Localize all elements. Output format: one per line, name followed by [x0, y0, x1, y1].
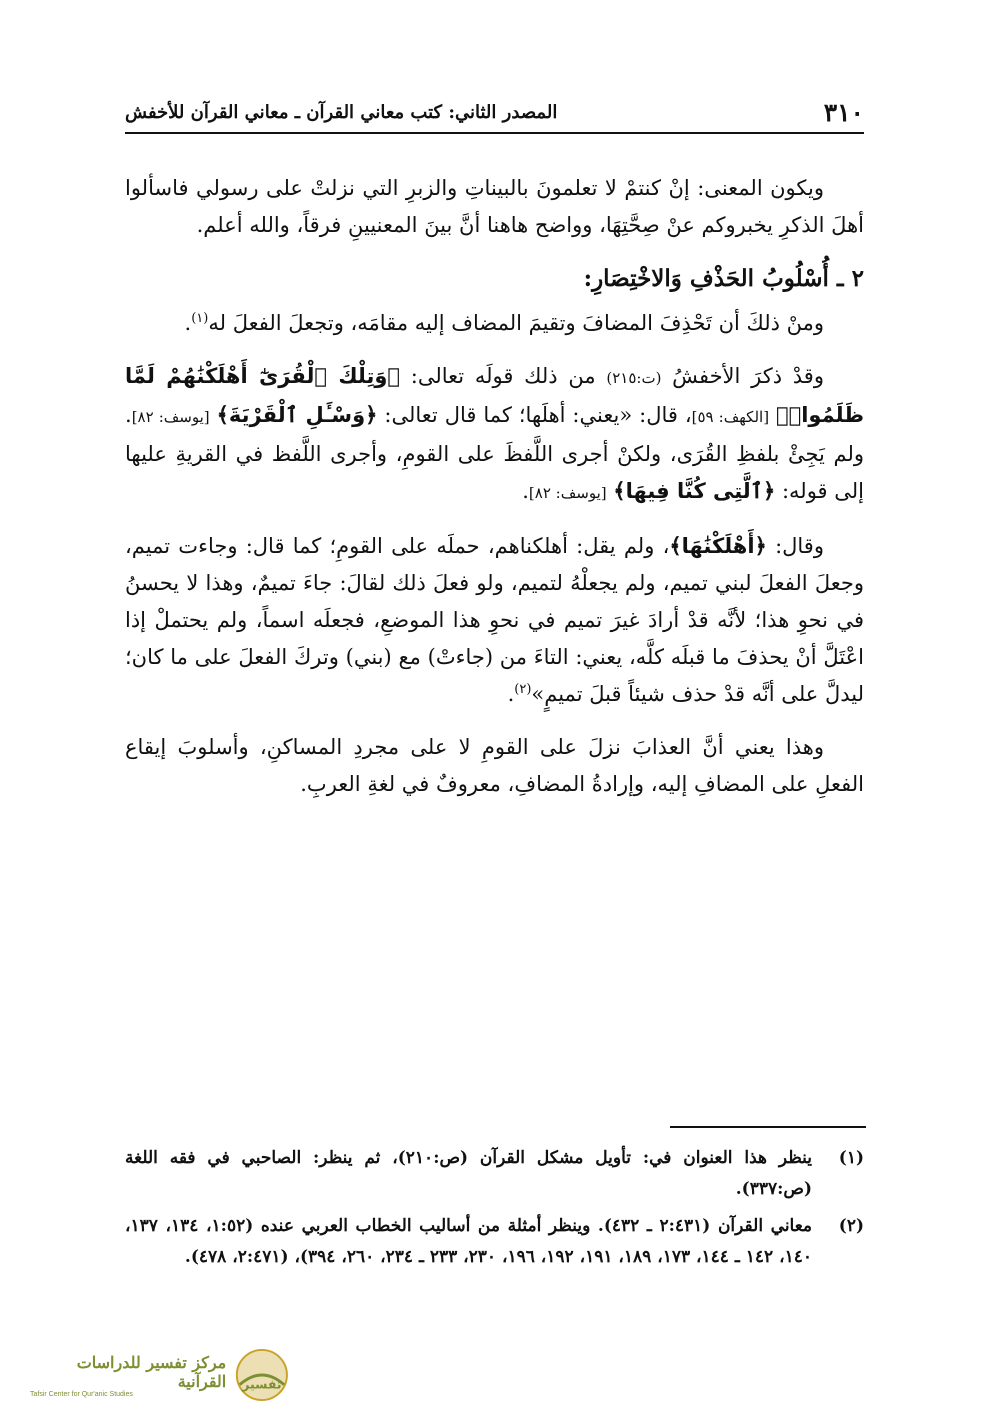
- logo-arabic-name: مركز تفسير للدراسات القرآنية: [76, 1352, 227, 1391]
- p3-text-c: ، قال: «يعني: أهلَها؛ كما قال تعالى:: [384, 403, 692, 427]
- paragraph-2-text: ومنْ ذلكَ أن تَحْذِفَ المضافَ وتقيمَ المضاف إليه مقامَه، وتجعلَ الفعلَ له: [208, 311, 824, 335]
- page-header: [125, 92, 864, 134]
- tafsir-emblem-icon: [232, 1345, 292, 1405]
- footnote-separator: [670, 1126, 866, 1128]
- p3-text-d: . ولم يَجِئْ بلفظِ القُرَى، ولكنْ أجرى اللَّفظَ على القومِ، وأجرى اللَّفظ في القريةِ عليها إلى قوله:: [125, 403, 864, 503]
- paragraph-5: وهذا يعني أنَّ العذابَ نزلَ على القومِ لا على مجردِ المساكنِ، وأسلوبَ إيقاع الفعلِ على المضافِ إليه، وإرادةُ المضافِ، معروفٌ في لغةِ العربِ.: [125, 735, 864, 796]
- quran-verse-4: ﴿أَهْلَكْنَٰهَا﴾: [669, 534, 767, 558]
- main-text: [125, 170, 864, 819]
- paragraph-4: وقال: ﴿أَهْلَكْنَٰهَا﴾، ولم يقل: أهلكناهم، حملَه على القومِ؛ كما قال: وجاءت تميم، وجعلَ الفعلَ لبني تميم، ولم يجعلْهُ لتميم، ولو فعلَ ذلك لقالَ: جاءَ تميمٌ، وهذا لا يحسنُ في نحوِ هذا؛ لأنَّه قدْ أرادَ غيرَ تميم في نحوِ هذا الموضعِ، فجعلَه اسماً، ولم يحتملْ إذا اعْتَلَّ أنْ يحذفَ ما قبلَه كلَّه، يعني: التاءَ من (جاءتْ) مع (بني) وتركَ الفعلَ على ما كان؛ ليدلَّ على أنَّه قدْ حذف شيئاً قبلَ تميمٍ»$^{(٢)}$.: [125, 534, 864, 706]
- footnote-marker-1[interactable]: (١): [191, 311, 209, 326]
- verse-ref-1: [الكهف: ٥٩]: [691, 408, 770, 426]
- footnote-text: معاني القرآن (٢:٤٣١ ـ ٤٣٢). وينظر أمثلة من أساليب الخطاب العربي عنده (١:٥٢، ١٣٤، ١٣٧، ١٤٠، ١٤٢ ـ ١٤٤، ١٧٣، ١٨٩، ١٩١، ١٩٢، ١٩٦، ٢٣٠، ٢٣٣ ـ ٢٣٤، ٢٦٠، ٣٩٤)، (٢:٤٧١، ٤٧٨).: [125, 1216, 813, 1267]
- paragraph-3: وقدْ ذكرَ الأخفشُ (ت:٢١٥) من ذلك قولَه تعالى: ﴿وَتِلْكَ ٱلْقُرَىٰٓ أَهْلَكْنَٰهُمْ لَمَّا ظَلَمُوا۟﴾ [الكهف: ٥٩]، قال: «يعني: أهلَها؛ كما قال تعالى: ﴿وَسْـَٔلِ ٱلْقَرْيَةَ﴾ [يوسف: ٨٢]. ولم يَجِئْ بلفظِ القُرَى، ولكنْ أجرى اللَّفظَ على القومِ، وأجرى اللَّفظ في القريةِ عليها إلى قوله: ﴿ٱلَّتِى كُنَّا فِيهَا﴾ [يوسف: ٨٢].: [125, 364, 865, 503]
- quran-verse-3: ﴿ٱلَّتِى كُنَّا فِيهَا﴾: [613, 479, 776, 503]
- logo-english-name: Tafsir Center for Qur'anic Studies: [30, 1390, 133, 1398]
- section-heading: ٢ ـ أُسْلُوبُ الحَذْفِ وَالاخْتِصَارِ:: [583, 265, 864, 292]
- logo-text: [30, 1353, 226, 1398]
- paragraph-1: ويكون المعنى: إنْ كنتمْ لا تعلمونَ بالبيناتِ والزبرِ التي نزلتْ على رسولي فاسألوا أهلَ الذكرِ يخبروكم عنْ صِحَّتِهَا، وواضح هاهنا أنَّ بينَ المعنيينِ فرقاً، والله أعلم.: [125, 176, 864, 237]
- quran-verse-2: ﴿وَسْـَٔلِ ٱلْقَرْيَةَ﴾: [216, 403, 378, 427]
- p4-text-a: وقال:: [775, 534, 824, 558]
- page-number: ٣١٠: [823, 97, 864, 127]
- footnote-number: (٢): [838, 1216, 864, 1236]
- paragraph-2: ومنْ ذلكَ أن تَحْذِفَ المضافَ وتقيمَ المضاف إليه مقامَه، وتجعلَ الفعلَ له$^{(١)}$.: [184, 311, 824, 335]
- running-title: المصدر الثاني: كتب معاني القرآن ـ معاني القرآن للأخفش: [125, 101, 558, 123]
- footnote-number: (١): [838, 1148, 864, 1168]
- verse-ref-3: [يوسف: ٨٢]: [528, 484, 607, 502]
- footnotes: [125, 1143, 864, 1279]
- footnote-2: [125, 1211, 864, 1273]
- verse-ref-2: [يوسف: ٨٢]: [131, 408, 210, 426]
- footnote-text: ينظر هذا العنوان في: تأويل مشكل القرآن (ص:٢١٠)، ثم ينظر: الصاحبي في فقه اللغة (ص:٣٣٧).: [125, 1148, 813, 1199]
- death-date-ref: (ت:٢١٥): [606, 369, 662, 387]
- footnote-1: [125, 1143, 864, 1205]
- p3-text-b: من ذلك قولَه تعالى:: [410, 364, 596, 388]
- publisher-logo: [30, 1345, 292, 1405]
- p3-text-a: وقدْ ذكرَ الأخفشُ: [672, 364, 824, 388]
- emblem-word: تفسير: [242, 1376, 282, 1392]
- quran-verse-1: ﴿وَتِلْكَ ٱلْقُرَىٰٓ أَهْلَكْنَٰهُمْ لَمَّا ظَلَمُوا۟﴾: [125, 364, 865, 427]
- footnote-marker-2[interactable]: (٢): [514, 682, 532, 697]
- p4-text-b: ، ولم يقل: أهلكناهم، حملَه على القومِ؛ كما قال: وجاءت تميم، وجعلَ الفعلَ لبني تميم، ولم يجعلْهُ لتميم، ولو فعلَ ذلك لقالَ: جاءَ تميمٌ، وهذا لا يحسنُ في نحوِ هذا؛ لأنَّه قدْ أرادَ غيرَ تميم في نحوِ هذا الموضعِ، فجعلَه اسماً، ولم يحتملْ إذا اعْتَلَّ أنْ يحذفَ ما قبلَه كلَّه، يعني: التاءَ من (جاءتْ) مع (بني) وتركَ الفعلَ على ما كان؛ ليدلَّ على أنَّه قدْ حذف شيئاً قبلَ تميمٍ»: [125, 534, 864, 706]
